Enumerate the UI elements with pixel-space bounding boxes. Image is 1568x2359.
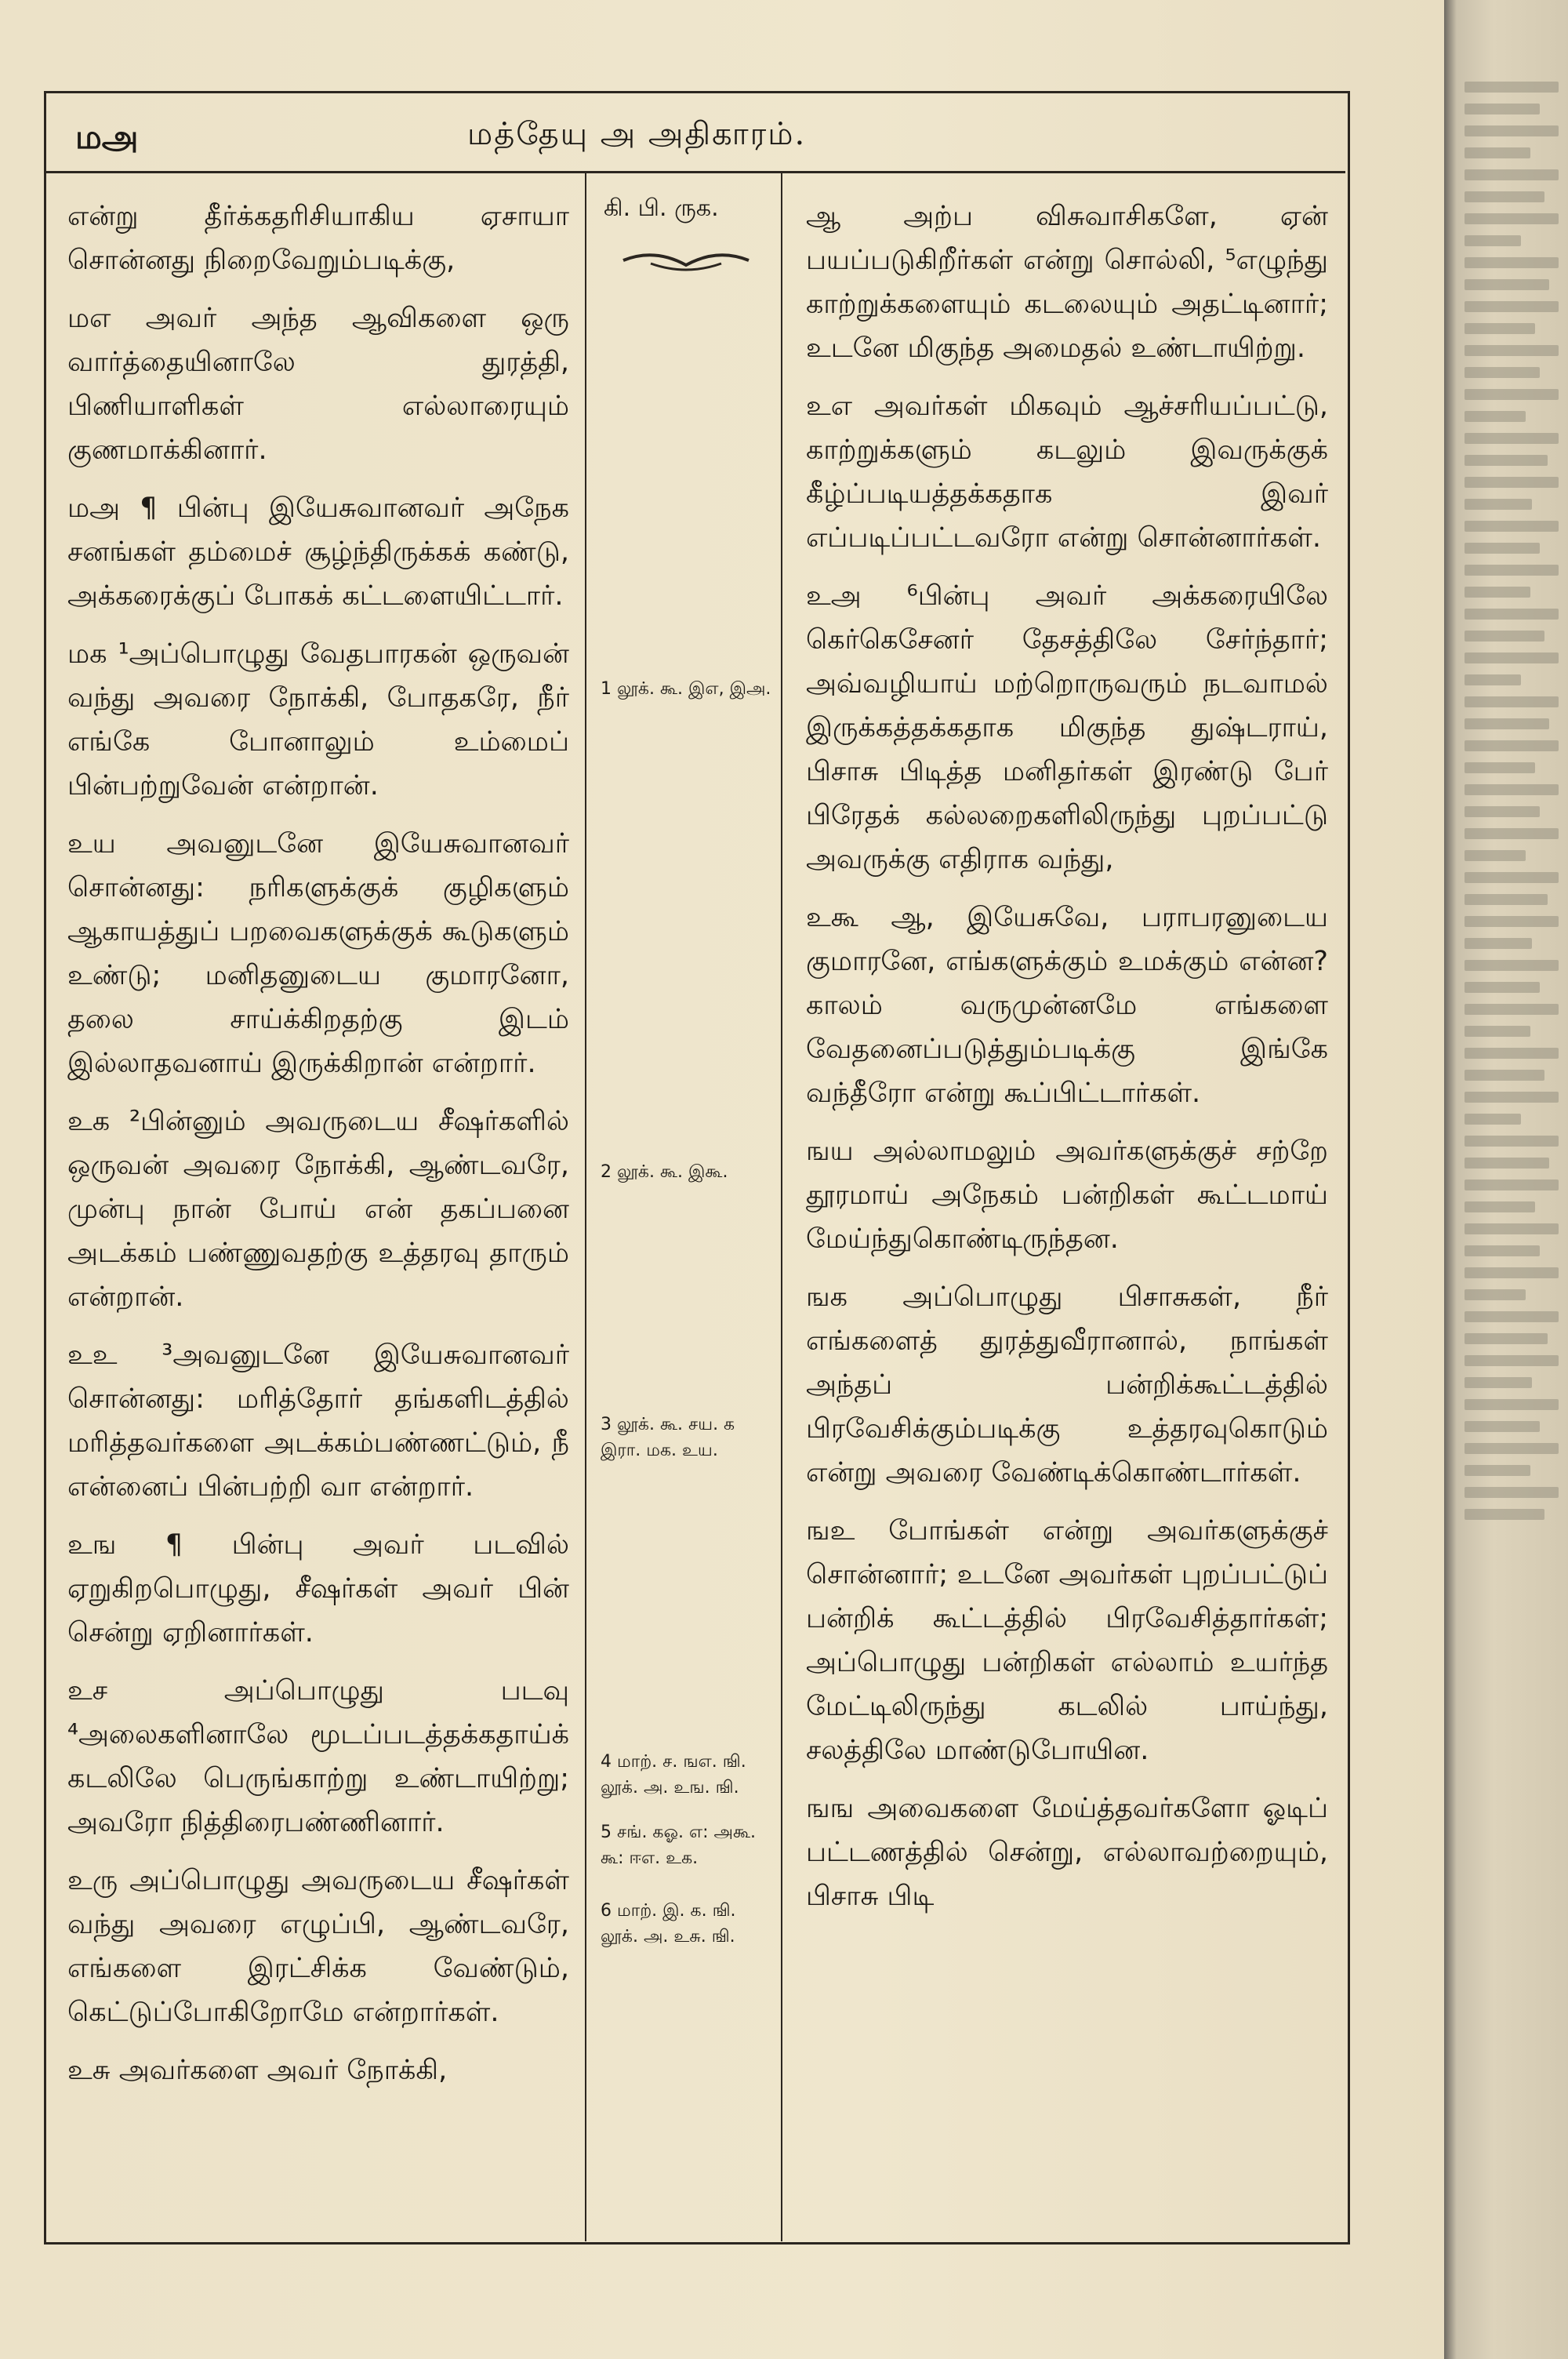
ornament-flourish-icon [619, 245, 753, 276]
verse: உஅ ⁶பின்பு அவர் அக்கரையிலே கெர்கெசேனர் தேசத்திலே சேர்ந்தார்; அவ்வழியாய் மற்றொருவரும் நடவாமல் இருக்கத்தக்கதாக மிகுந்த துஷ்டராய், பிசாசு பிடித்த மனிதர்கள் இரண்டு பேர் பிரேதக் கல்லறைகளிலிருந்து புறப்பட்டு அவருக்கு எதிராக வந்து, [806, 580, 1328, 875]
running-head: மத்தேயு அ அதிகாரம். [467, 116, 807, 152]
adjacent-page-text [1465, 71, 1559, 1531]
verse: மஎ அவர் அந்த ஆவிகளை ஒரு வார்த்தையினாலே துரத்தி, பிணியாளிகள் எல்லாரையும் குணமாக்கினார். [67, 303, 569, 466]
margin-reference: 5 சங். கஓ. எ: அகூ. கூ: ஈஎ. உக. [601, 1823, 757, 1868]
verse: ஙங அவைகளை மேய்த்தவர்களோ ஓடிப் பட்டணத்தில் சென்று, எல்லாவற்றையும், பிசாசு பிடி [806, 1793, 1328, 1912]
verse: ஙக அப்பொழுது பிசாசுகள், நீர் எங்களைத் துரத்துவீரானால், நாங்கள் அந்தப் பன்றிக்கூட்டத்தில் பிரவேசிக்கும்படிக்கு உத்தரவுகொடும் என்று அவரை வேண்டிக்கொண்டார்கள். [806, 1281, 1328, 1488]
verse: உஎ அவர்கள் மிகவும் ஆச்சரியப்பட்டு, காற்றுக்களும் கடலும் இவருக்குக் கீழ்ப்படியத்தக்கதாக இவர் எப்படிப்பட்டவரோ என்று சொன்னார்கள். [806, 391, 1328, 554]
verse: ஙய அல்லாமலும் அவர்களுக்குச் சற்றே தூரமாய் அநேகம் பன்றிகள் கூட்டமாய் மேய்ந்துகொண்டிருந்தன. [806, 1136, 1328, 1255]
column-rule-left [585, 171, 586, 2241]
date-note: கி. பி. ருக. [604, 194, 719, 222]
verse: உய அவனுடனே இயேசுவானவர் சொன்னது: நரிகளுக்குக் குழிகளும் ஆகாயத்துப் பறவைகளுக்குக் கூடுகளும் உண்டு; மனிதனுடைய குமாரனோ, தலை சாய்க்கிறதற்கு இடம் இல்லாதவனாய் இருக்கிறான் என்றார். [67, 828, 569, 1079]
page-number: மஅ [75, 118, 139, 156]
verse: மக ¹அப்பொழுது வேதபாரகன் ஒருவன் வந்து அவரை நோக்கி, போதகரே, நீர் எங்கே போனாலும் உம்மைப் பின்பற்றுவேன் என்றான். [67, 638, 569, 801]
centre-column [596, 194, 775, 223]
verse: உரு அப்பொழுது அவருடைய சீஷர்கள் வந்து அவரை எழுப்பி, ஆண்டவரே, எங்களை இரட்சிக்க வேண்டும், கெட்டுப்போகிறோமே என்றார்கள். [67, 1865, 569, 2028]
adjacent-page-edge [1444, 0, 1568, 2359]
verse: உச அப்பொழுது படவு ⁴அலைகளினாலே மூடப்படத்தக்கதாய்க் கடலிலே பெருங்காற்று உண்டாயிற்று; அவரோ நித்திரைபண்ணினார். [67, 1675, 569, 1838]
margin-reference: 1 லூக். கூ. இஎ, இஅ. [601, 679, 771, 699]
verse: என்று தீர்க்கதரிசியாகிய ஏசாயா சொன்னது நிறைவேறும்படிக்கு, [67, 201, 569, 276]
verse: ஙஉ போங்கள் என்று அவர்களுக்குச் சொன்னார்; உடனே அவர்கள் புறப்பட்டுப் பன்றிக் கூட்டத்தில் பிரவேசித்தார்கள்; அப்பொழுது பன்றிகள் எல்லாம் உயர்ந்த மேட்டிலிருந்து கடலில் பாய்ந்து, சலத்திலே மாண்டுபோயின. [806, 1515, 1328, 1766]
left-column [67, 194, 569, 2106]
margin-reference: 3 லூக். கூ. சய. க இரா. மக. உய. [601, 1415, 735, 1460]
verse: ஆ அற்ப விசுவாசிகளே, ஏன் பயப்படுகிறீர்கள் என்று சொல்லி, ⁵எழுந்து காற்றுக்களையும் கடலையும் அதட்டினார்; உடனே மிகுந்த அமைதல் உண்டாயிற்று. [806, 201, 1328, 364]
verse: உங ¶ பின்பு அவர் படவில் ஏறுகிறபொழுது, சீஷர்கள் அவர் பின் சென்று ஏறினார்கள். [67, 1529, 569, 1648]
verse: உகூ ஆ, இயேசுவே, பராபரனுடைய குமாரனே, எங்களுக்கும் உமக்கும் என்ன? காலம் வருமுன்னமே எங்களை வேதனைப்படுத்தும்படிக்கு இங்கே வந்தீரோ என்று கூப்பிட்டார்கள். [806, 902, 1328, 1109]
verse: உசு அவர்களை அவர் நோக்கி, [67, 2055, 448, 2086]
verse: மஅ ¶ பின்பு இயேசுவானவர் அநேக சனங்கள் தம்மைச் சூழ்ந்திருக்கக் கண்டு, அக்கரைக்குப் போகக் கட்டளையிட்டார். [67, 493, 569, 612]
column-rule-right [781, 171, 782, 2241]
page-header [44, 94, 1345, 173]
verse: உஉ ³அவனுடனே இயேசுவானவர் சொன்னது: மரித்தோர் தங்களிடத்தில் மரித்தவர்களை அடக்கம்பண்ணட்டும், நீ என்னைப் பின்பற்றி வா என்றார். [67, 1339, 569, 1503]
margin-reference: 4 மாற். ச. ஙஎ. ஙி. லூக். அ. உங. ஙி. [601, 1752, 746, 1797]
verse: உக ²பின்னும் அவருடைய சீஷர்களில் ஒருவன் அவரை நோக்கி, ஆண்டவரே, முன்பு நான் போய் என் தகப்பனை அடக்கம் பண்ணுவதற்கு உத்தரவு தாரும் என்றான். [67, 1106, 569, 1313]
margin-reference: 6 மாற். இ. க. ஙி. லூக். அ. உசு. ஙி. [601, 1901, 736, 1946]
right-column [806, 194, 1328, 1932]
margin-reference: 2 லூக். கூ. இகூ. [601, 1162, 728, 1182]
